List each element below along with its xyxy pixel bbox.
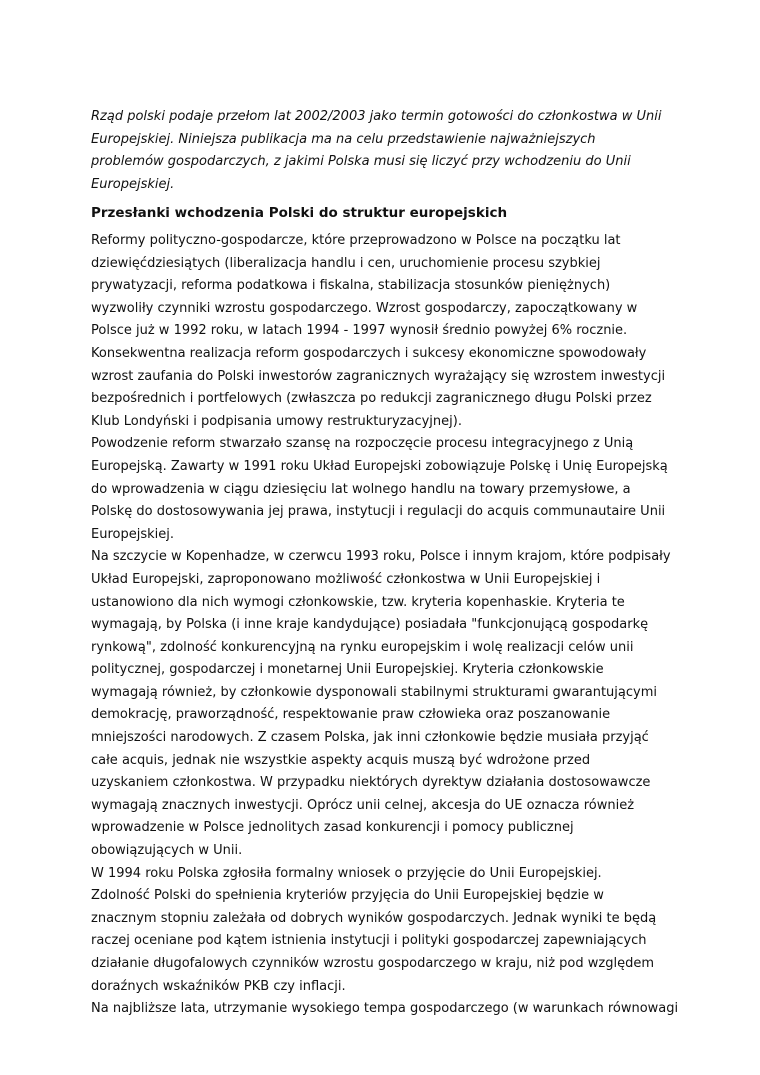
- document-page: [91, 106, 679, 1021]
- intro-paragraph: Rząd polski podaje przełom lat 2002/2003 jako termin gotowości do członkostwa w Unii Europejskiej. Niniejsza publikacja ma na celu przedstawienie najważniejszych problemów gospodarczych, z jakimi Polska musi się liczyć przy wchodzeniu do Unii Europejskiej.: [91, 109, 662, 192]
- body-paragraph-3: Na szczycie w Kopenhadze, w czerwcu 1993 roku, Polsce i innym krajom, które podpisały Układ Europejski, zaproponowano możliwość członkostwa w Unii Europejskiej i ustanowiono dla nich wymogi członkowskie, tzw. kryteria kopenhaskie. Kryteria te wymagają, by Polska (i inne kraje kandydujące) posiadała "funkcjonującą gospodarkę rynkową", zdolność konkurencyjną na rynku europejskim i wolę realizacji celów unii politycznej, gospodarczej i monetarnej Unii Europejskiej. Kryteria członkowskie wymagają również, by członkowie dysponowali stabilnymi strukturami gwarantującymi demokrację, praworządność, respektowanie praw człowieka oraz poszanowanie mniejszości narodowych. Z czasem Polska, jak inni członkowie będzie musiała przyjąć całe acquis, jednak nie wszystkie aspekty acquis muszą być wdrożone przed uzyskaniem członkostwa. W przypadku niektórych dyrektyw działania dostosowawcze wymagają znacznych inwestycji. Oprócz unii celnej, akcesja do UE oznacza również wprowadzenie w Polsce jednolitych zasad konkurencji i pomocy publicznej obowiązujących w Unii.: [91, 549, 671, 859]
- body-paragraph-5: Zdolność Polski do spełnienia kryteriów przyjęcia do Unii Europejskiej będzie w znacznym stopniu zależała od dobrych wyników gospodarczych. Jednak wyniki te będą raczej oceniane pod kątem istnienia instytucji i polityki gospodarczej zapewniających działanie długofalowych czynników wzrostu gospodarczego w kraju, niż pod względem doraźnych wskaźników PKB czy inflacji.: [91, 888, 657, 994]
- body-paragraph-2: Powodzenie reform stwarzało szansę na rozpoczęcie procesu integracyjnego z Unią Europejską. Zawarty w 1991 roku Układ Europejski zobowiązuje Polskę i Unię Europejską do wprowadzenia w ciągu dziesięciu lat wolnego handlu na towary przemysłowe, a Polskę do dostosowywania jej prawa, instytucji i regulacji do acquis communautaire Unii Europejskiej.: [91, 436, 668, 542]
- body-paragraph-4: W 1994 roku Polska zgłosiła formalny wniosek o przyjęcie do Unii Europejskiej.: [91, 865, 602, 881]
- body-paragraph-1: Reformy polityczno-gospodarcze, które przeprowadzono w Polsce na początku lat dziewięćdziesiątych (liberalizacja handlu i cen, uruchomienie procesu szybkiej prywatyzacji, reforma podatkowa i fiskalna, stabilizacja stosunków pieniężnych) wyzwoliły czynniki wzrostu gospodarczego. Wzrost gospodarczy, zapoczątkowany w Polsce już w 1992 roku, w latach 1994 - 1997 wynosił średnio powyżej 6% rocznie. Konsekwentna realizacja reform gospodarczych i sukcesy ekonomiczne spowodowały wzrost zaufania do Polski inwestorów zagranicznych wyrażający się wzrostem inwestycji bezpośrednich i portfelowych (zwłaszcza po redukcji zagranicznego długu Polski przez Klub Londyński i podpisania umowy restrukturyzacyjnej).: [91, 233, 666, 429]
- body-paragraph-6-truncated: Na najbliższe lata, utrzymanie wysokiego tempa gospodarczego (w warunkach równowagi: [91, 1001, 679, 1017]
- section-heading: Przesłanki wchodzenia Polski do struktur europejskich: [91, 205, 508, 221]
